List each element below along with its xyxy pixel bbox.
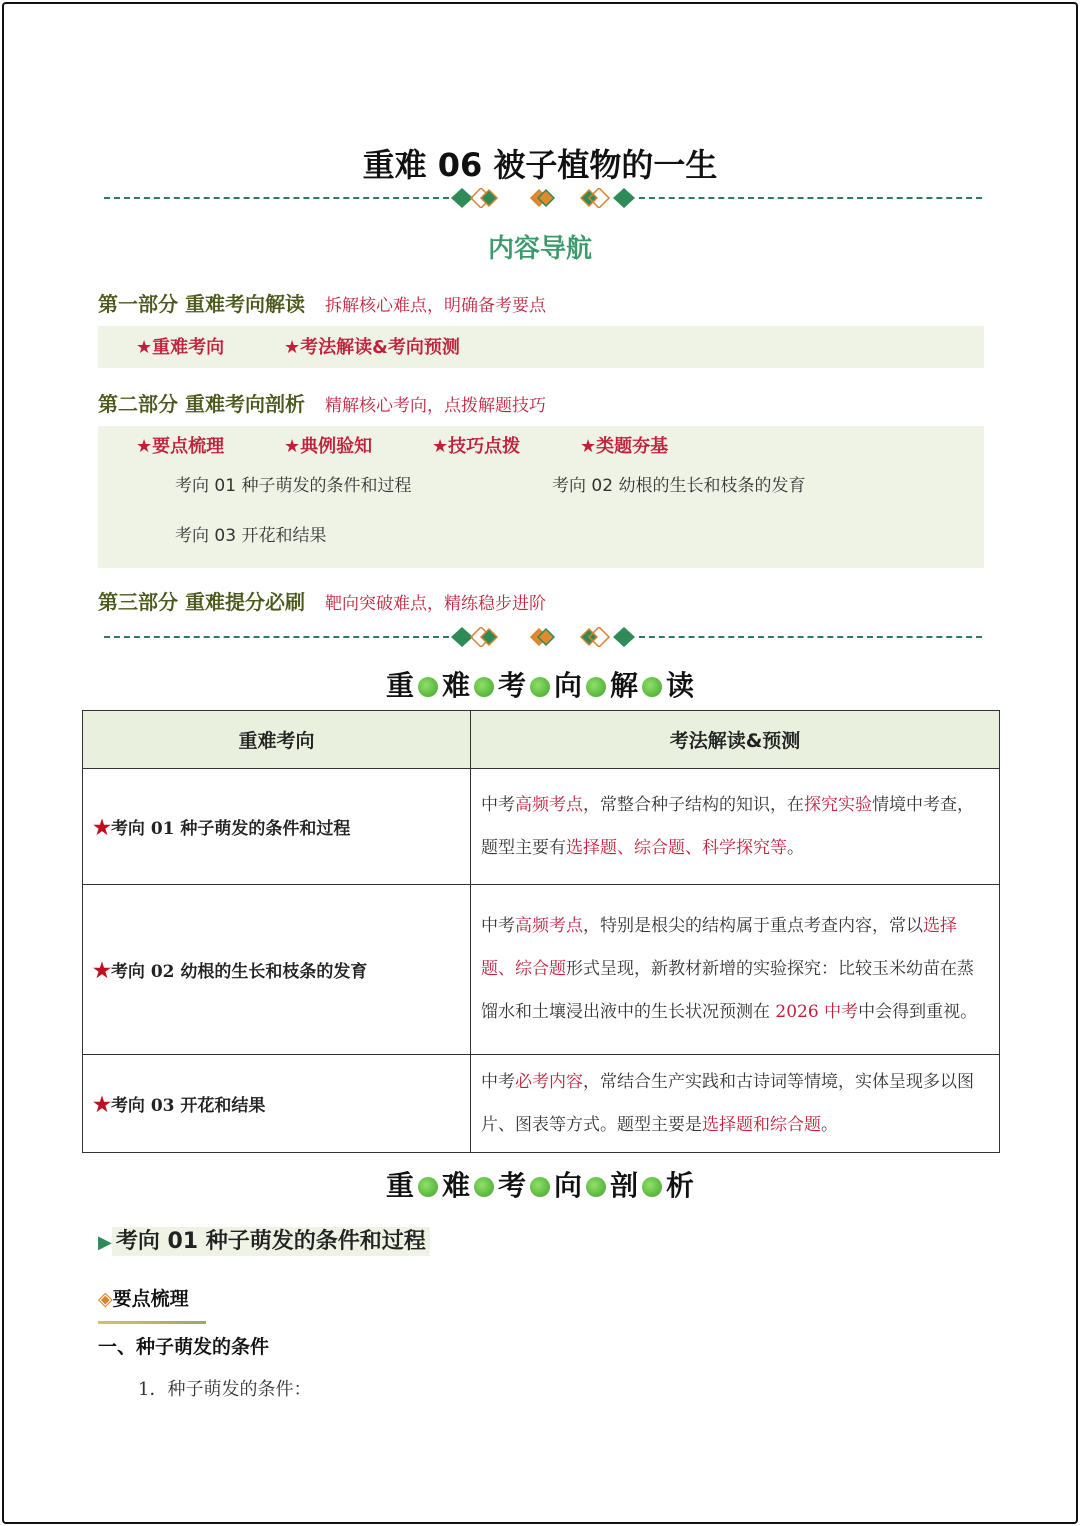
subheading: 一、种子萌发的条件 bbox=[98, 1336, 270, 1358]
heading-char: 难 bbox=[441, 1169, 470, 1202]
part-3-heading: 第三部分 重难提分必刷 靶向突破难点，精练稳步进阶 bbox=[98, 590, 546, 614]
section-heading-analysis bbox=[0, 1164, 1080, 1204]
green-dot-icon bbox=[418, 1177, 438, 1197]
green-dot-icon bbox=[418, 677, 438, 697]
nav-link-key-topics[interactable]: ★重难考向 bbox=[136, 337, 225, 358]
part-1-heading: 第一部分 重难考向解读 拆解核心难点，明确备考要点 bbox=[98, 292, 546, 316]
green-dot-icon bbox=[642, 1177, 662, 1197]
topic-cell: 考向 01 种子萌发的条件和过程 bbox=[110, 819, 351, 839]
nav-link-key-points[interactable]: ★要点梳理 bbox=[136, 436, 225, 457]
nav-link-examples[interactable]: ★典例验知 bbox=[284, 436, 373, 457]
key-points-heading: ◈要点梳理 bbox=[98, 1288, 189, 1310]
table-row: ★考向 02 幼根的生长和枝条的发育 中考高频考点，特别是根尖的结构属于重点考查内容，常以选择题、综合题形式呈现，新教材新增的实验探究：比较玉米幼苗在蒸馏水和土壤浸出液中的生长状况预测在 2026 中考中会得到重视。 bbox=[83, 885, 1000, 1055]
green-dot-icon bbox=[586, 677, 606, 697]
diamond-icon: ◈ bbox=[98, 1288, 113, 1310]
nav-link-tips[interactable]: ★技巧点拨 bbox=[432, 436, 521, 457]
part-1-nav-band bbox=[98, 326, 984, 368]
analysis-cell: 中考高频考点，特别是根尖的结构属于重点考查内容，常以选择题、综合题形式呈现，新教材新增的实验探究：比较玉米幼苗在蒸馏水和土壤浸出液中的生长状况预测在 2026 中考中会得到重视。 bbox=[471, 885, 1000, 1055]
heading-char: 读 bbox=[666, 669, 695, 702]
heading-char: 解 bbox=[610, 669, 639, 702]
green-dot-icon bbox=[530, 1177, 550, 1197]
table-header-topic: 重难考向 bbox=[83, 711, 471, 769]
nav-entry-topic-02[interactable]: 考向 02 幼根的生长和枝条的发育 bbox=[552, 476, 806, 496]
heading-char: 重 bbox=[385, 669, 414, 702]
nav-link-practice[interactable]: ★类题夯基 bbox=[580, 436, 669, 457]
green-dot-icon bbox=[586, 1177, 606, 1197]
green-dot-icon bbox=[474, 677, 494, 697]
underline-bar bbox=[98, 1321, 206, 1324]
nav-link-exam-analysis[interactable]: ★考法解读&考向预测 bbox=[284, 337, 460, 358]
table-row: ★考向 03 开花和结果 中考必考内容，常结合生产实践和古诗词等情境，实体呈现多以图片、图表等方式。题型主要是选择题和综合题。 bbox=[83, 1055, 1000, 1153]
heading-char: 难 bbox=[441, 669, 470, 702]
part-2-nav-band bbox=[98, 426, 984, 568]
table-row: ★考向 01 种子萌发的条件和过程 中考高频考点，常整合种子结构的知识，在探究实验情境中考查，题型主要有选择题、综合题、科学探究等。 bbox=[83, 769, 1000, 885]
paragraph: 1．种子萌发的条件： bbox=[138, 1379, 312, 1400]
topic-cell: 考向 02 幼根的生长和枝条的发育 bbox=[110, 962, 368, 982]
green-dot-icon bbox=[474, 1177, 494, 1197]
heading-char: 考 bbox=[497, 1169, 526, 1202]
heading-char: 向 bbox=[554, 1169, 583, 1202]
nav-entry-topic-03[interactable]: 考向 03 开花和结果 bbox=[175, 526, 327, 546]
green-dot-icon bbox=[530, 677, 550, 697]
ornament-divider bbox=[104, 188, 982, 208]
analysis-cell: 中考高频考点，常整合种子结构的知识，在探究实验情境中考查，题型主要有选择题、综合题、科学探究等。 bbox=[471, 769, 1000, 885]
heading-char: 向 bbox=[554, 669, 583, 702]
green-dot-icon bbox=[642, 677, 662, 697]
table-header-analysis: 考法解读&预测 bbox=[471, 711, 1000, 769]
nav-entry-topic-01[interactable]: 考向 01 种子萌发的条件和过程 bbox=[175, 476, 412, 496]
section-heading-interpretation bbox=[0, 664, 1080, 704]
heading-char: 重 bbox=[385, 1169, 414, 1202]
heading-char: 考 bbox=[497, 669, 526, 702]
content-nav-title: 内容导航 bbox=[487, 234, 592, 264]
heading-char: 剖 bbox=[610, 1169, 639, 1202]
topic-cell: 考向 03 开花和结果 bbox=[110, 1096, 266, 1116]
page-title: 重难 06 被子植物的一生 bbox=[362, 146, 718, 184]
part-2-heading: 第二部分 重难考向剖析 精解核心考向，点拨解题技巧 bbox=[98, 392, 546, 416]
play-arrow-icon: ▶ bbox=[98, 1232, 112, 1253]
heading-char: 析 bbox=[666, 1169, 695, 1202]
analysis-cell: 中考必考内容，常结合生产实践和古诗词等情境，实体呈现多以图片、图表等方式。题型主要是选择题和综合题。 bbox=[471, 1055, 1000, 1153]
ornament-divider bbox=[104, 627, 982, 647]
topics-table bbox=[82, 710, 1000, 1153]
topic-heading: ▶ 考向 01 种子萌发的条件和过程 bbox=[98, 1224, 430, 1255]
